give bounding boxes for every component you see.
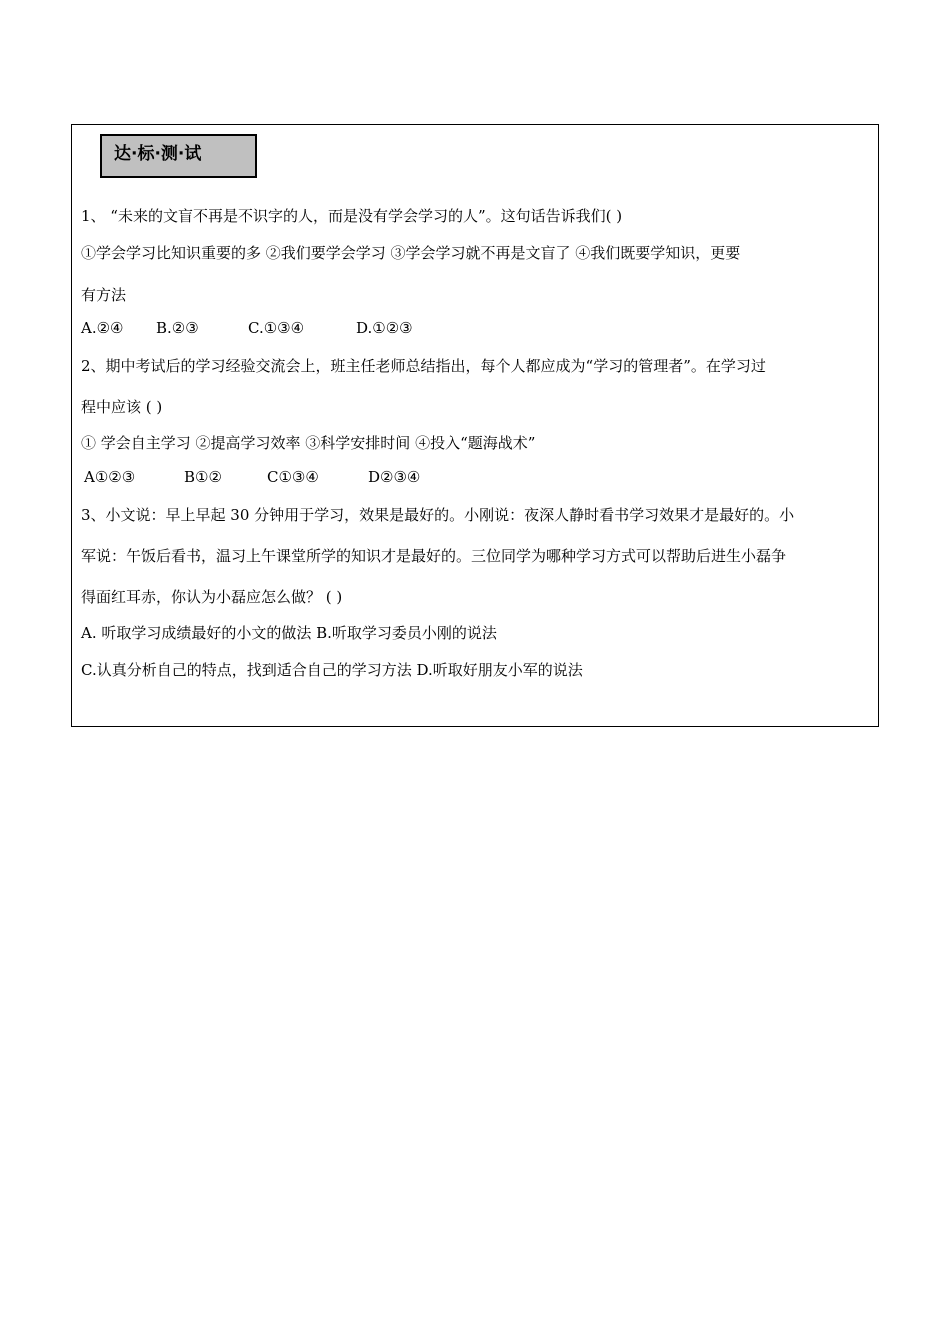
q1-stem: 1、 “未来的文盲不再是不识字的人，而是没有学会学习的人”。这句话告诉我们( ) [81,207,623,225]
q1-options [81,319,413,337]
q1-option-c[interactable]: C.①③④ [248,319,305,337]
q1-option-b[interactable]: B.②③ [156,319,199,337]
q1-statements-cont: 有方法 [81,286,127,304]
q3-stem-cont1: 军说：午饭后看书，温习上午课堂所学的知识才是最好的。三位同学为哪种学习方式可以帮助后进生小磊争 [81,547,787,565]
q2-option-b[interactable]: B①② [184,468,222,486]
q2-option-c[interactable]: C①③④ [267,468,319,486]
q1-option-d[interactable]: D.①②③ [356,319,413,337]
q3-stem-cont2: 得面红耳赤，你认为小磊应怎么做？ ( ) [81,588,343,606]
q1-option-a[interactable]: A.②④ [81,319,124,337]
q2-stem-cont: 程中应该 ( ) [81,398,163,416]
q2-option-a[interactable]: A①②③ [84,468,136,486]
q2-options [84,468,420,486]
q2-option-d[interactable]: D②③④ [368,468,421,486]
q3-stem: 3、小文说：早上早起 30 分钟用于学习，效果是最好的。小刚说：夜深人静时看书学习效果才是最好的。小 [81,506,795,524]
section-title: 达·标·测·试 [100,134,257,178]
q2-statements: ① 学会自主学习 ②提高学习效率 ③科学安排时间 ④投入“题海战术” [81,434,536,452]
q1-statements: ①学会学习比知识重要的多 ②我们要学会学习 ③学会学习就不再是文盲了 ④我们既要学知识，更要 [81,244,741,262]
q2-stem: 2、期中考试后的学习经验交流会上，班主任老师总结指出，每个人都应成为“学习的管理者”。在学习过 [81,357,766,375]
q3-options-cd[interactable]: C.认真分析自己的特点，找到适合自己的学习方法 D.听取好朋友小军的说法 [81,661,583,679]
q3-options-ab[interactable]: A. 听取学习成绩最好的小文的做法 B.听取学习委员小刚的说法 [81,624,497,642]
